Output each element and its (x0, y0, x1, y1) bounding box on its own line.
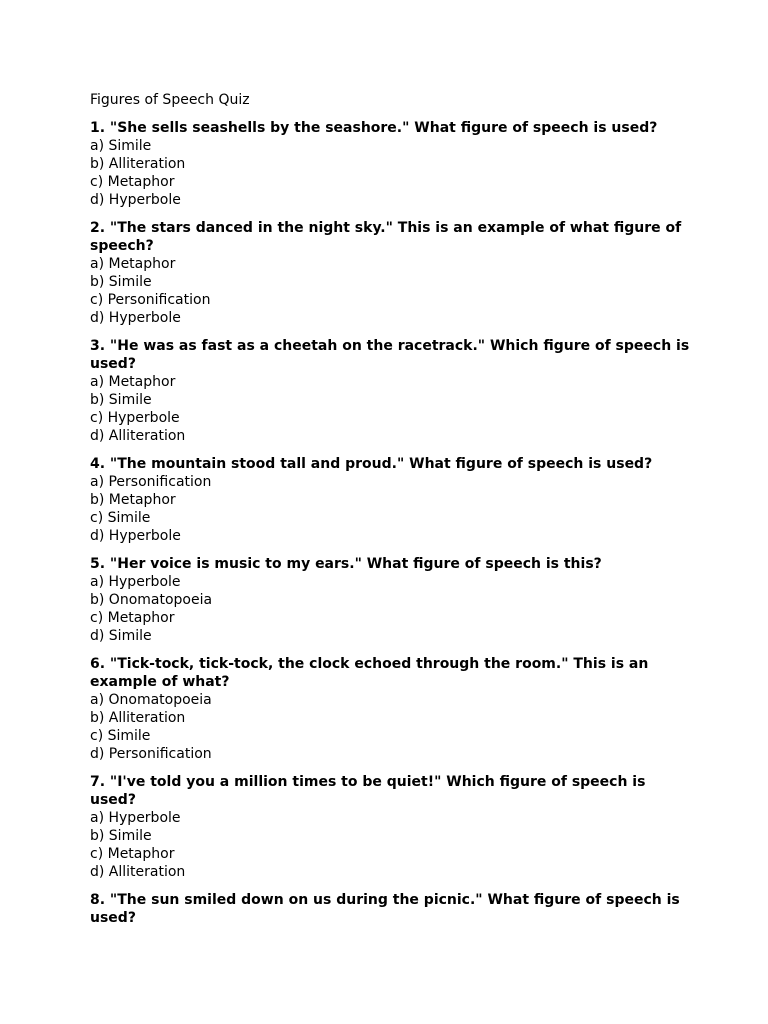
answer-option: b) Metaphor (90, 492, 176, 508)
quiz-document (90, 91, 690, 937)
answer-option: d) Personification (90, 746, 212, 762)
question-text: 6. "Tick-tock, tick-tock, the clock echoed through the room." This is an example of what? (90, 656, 649, 690)
answer-option: b) Onomatopoeia (90, 592, 213, 608)
question-text: 1. "She sells seashells by the seashore." What figure of speech is used? (90, 120, 658, 136)
answer-option: a) Metaphor (90, 374, 176, 390)
answer-option: a) Simile (90, 138, 152, 154)
question-text: 2. "The stars danced in the night sky." This is an example of what figure of speech? (90, 220, 682, 254)
question-1 (90, 119, 690, 209)
answer-option: d) Alliteration (90, 428, 186, 444)
page-title: Figures of Speech Quiz (90, 92, 250, 108)
answer-option: b) Alliteration (90, 710, 186, 726)
question-2 (90, 219, 690, 327)
answer-option: b) Simile (90, 392, 152, 408)
answer-option: a) Hyperbole (90, 574, 181, 590)
answer-option: c) Metaphor (90, 846, 175, 862)
question-8 (90, 891, 690, 927)
answer-option: c) Personification (90, 292, 211, 308)
question-3 (90, 337, 690, 445)
answer-option: a) Onomatopoeia (90, 692, 212, 708)
answer-option: c) Metaphor (90, 610, 175, 626)
answer-option: d) Hyperbole (90, 528, 181, 544)
question-text: 7. "I've told you a million times to be quiet!" Which figure of speech is used? (90, 774, 646, 808)
answer-option: a) Personification (90, 474, 212, 490)
answer-option: b) Alliteration (90, 156, 186, 172)
answer-option: c) Metaphor (90, 174, 175, 190)
answer-option: a) Hyperbole (90, 810, 181, 826)
answer-option: c) Simile (90, 728, 151, 744)
answer-option: c) Hyperbole (90, 410, 180, 426)
question-7 (90, 773, 690, 881)
question-6 (90, 655, 690, 763)
answer-option: d) Simile (90, 628, 152, 644)
question-5 (90, 555, 690, 645)
question-text: 4. "The mountain stood tall and proud." What figure of speech is used? (90, 456, 653, 472)
question-text: 3. "He was as fast as a cheetah on the racetrack." Which figure of speech is used? (90, 338, 690, 372)
answer-option: c) Simile (90, 510, 151, 526)
answer-option: d) Hyperbole (90, 192, 181, 208)
answer-option: d) Alliteration (90, 864, 186, 880)
question-text: 8. "The sun smiled down on us during the picnic." What figure of speech is used? (90, 892, 680, 926)
answer-option: b) Simile (90, 828, 152, 844)
question-4 (90, 455, 690, 545)
answer-option: d) Hyperbole (90, 310, 181, 326)
question-text: 5. "Her voice is music to my ears." What figure of speech is this? (90, 556, 602, 572)
answer-option: b) Simile (90, 274, 152, 290)
answer-option: a) Metaphor (90, 256, 176, 272)
